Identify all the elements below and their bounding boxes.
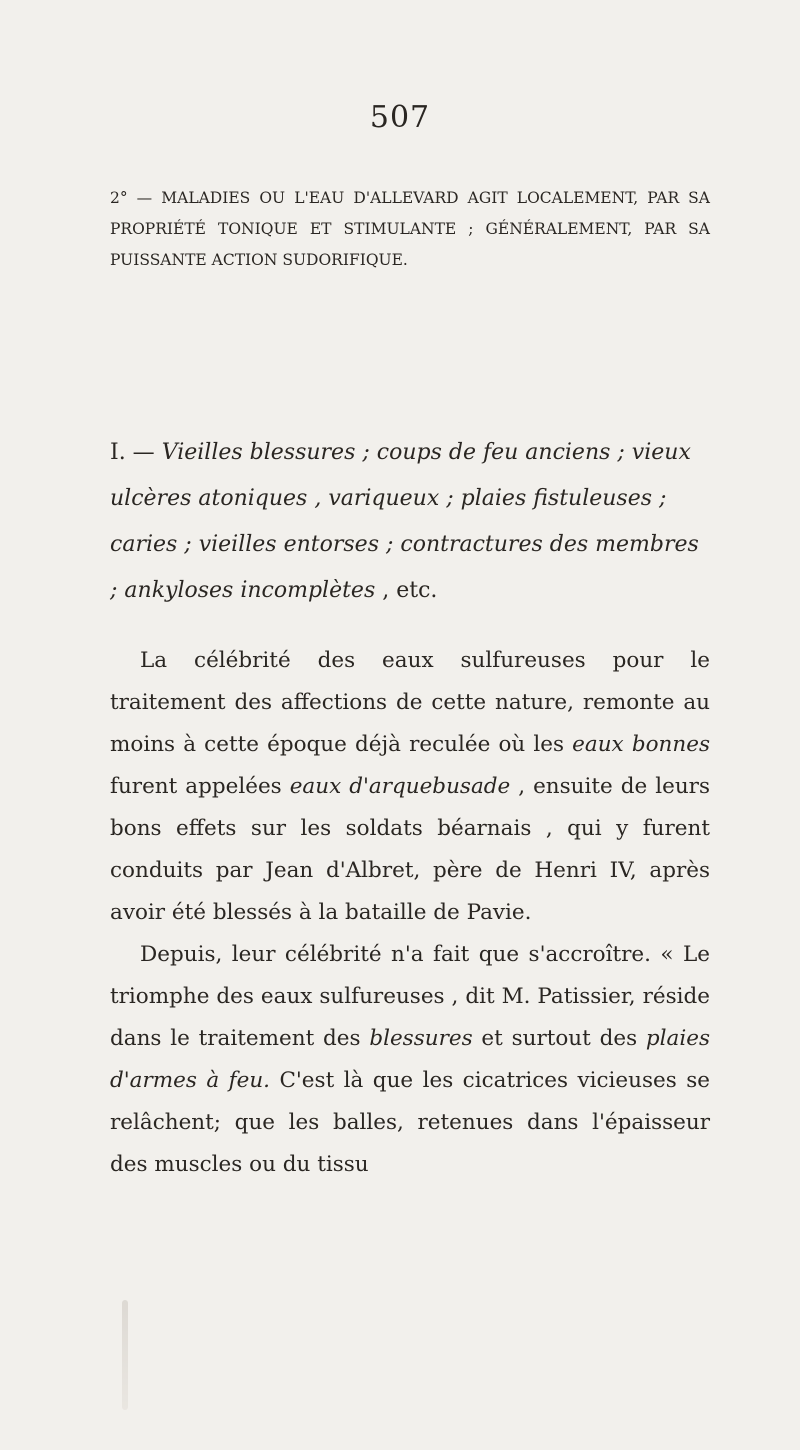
paragraph-2 xyxy=(110,934,710,1186)
p1-text-3: , ensuite de leurs bons effets sur les soldats béarnais , qui y furent conduits par Jean d'Albret, père de Henri IV, après avoir été blessés à la bataille de Pavie. xyxy=(110,774,710,925)
p1-text-2: furent appelées xyxy=(110,774,290,799)
p2-text-3: C'est là que les cicatrices vicieuses se relâchent; que les balles, retenues dans l'épaisseur des muscles ou du tissu xyxy=(110,1068,710,1177)
body-text xyxy=(110,640,710,1186)
subsection-suffix: , etc. xyxy=(382,578,438,603)
p1-text-1: La célébrité des eaux sulfureuses pour le traitement des affections de cette nature, remonte au moins à cette époque déjà reculée où les xyxy=(110,648,710,757)
section-heading: 2° — MALADIES OU L'EAU D'ALLEVARD AGIT LOCALEMENT, PAR SA PROPRIÉTÉ TONIQUE ET STIMULANTE ; GÉNÉRALEMENT, PAR SA PUISSANTE ACTION SUDORIFIQUE. xyxy=(110,189,710,269)
page-number: 507 xyxy=(369,100,431,135)
p2-text-2: et surtout des xyxy=(472,1026,646,1051)
p2-italic-2: plaies d'armes à feu. xyxy=(110,1026,710,1093)
subsection-title: Vieilles blessures ; coups de feu anciens ; vieux ulcères atoniques , variqueux ; plaies fistuleuses ; caries ; vieilles entorses ; contractures des membres ; ankyloses incomplètes xyxy=(110,440,699,603)
p1-italic-1: eaux bonnes xyxy=(572,732,710,757)
subsection-numeral: I. — xyxy=(110,440,155,465)
page-smudge xyxy=(122,1300,128,1410)
p1-italic-2: eaux d'arquebusade xyxy=(289,774,511,799)
subsection-entry xyxy=(110,430,710,614)
paragraph-1 xyxy=(110,640,710,934)
p2-text-1: Depuis, leur célébrité n'a fait que s'accroître. « Le triomphe des eaux sulfureuses , dit M. Patissier, réside dans le traitement des xyxy=(110,942,710,1051)
p2-italic-1: blessures xyxy=(369,1026,473,1051)
